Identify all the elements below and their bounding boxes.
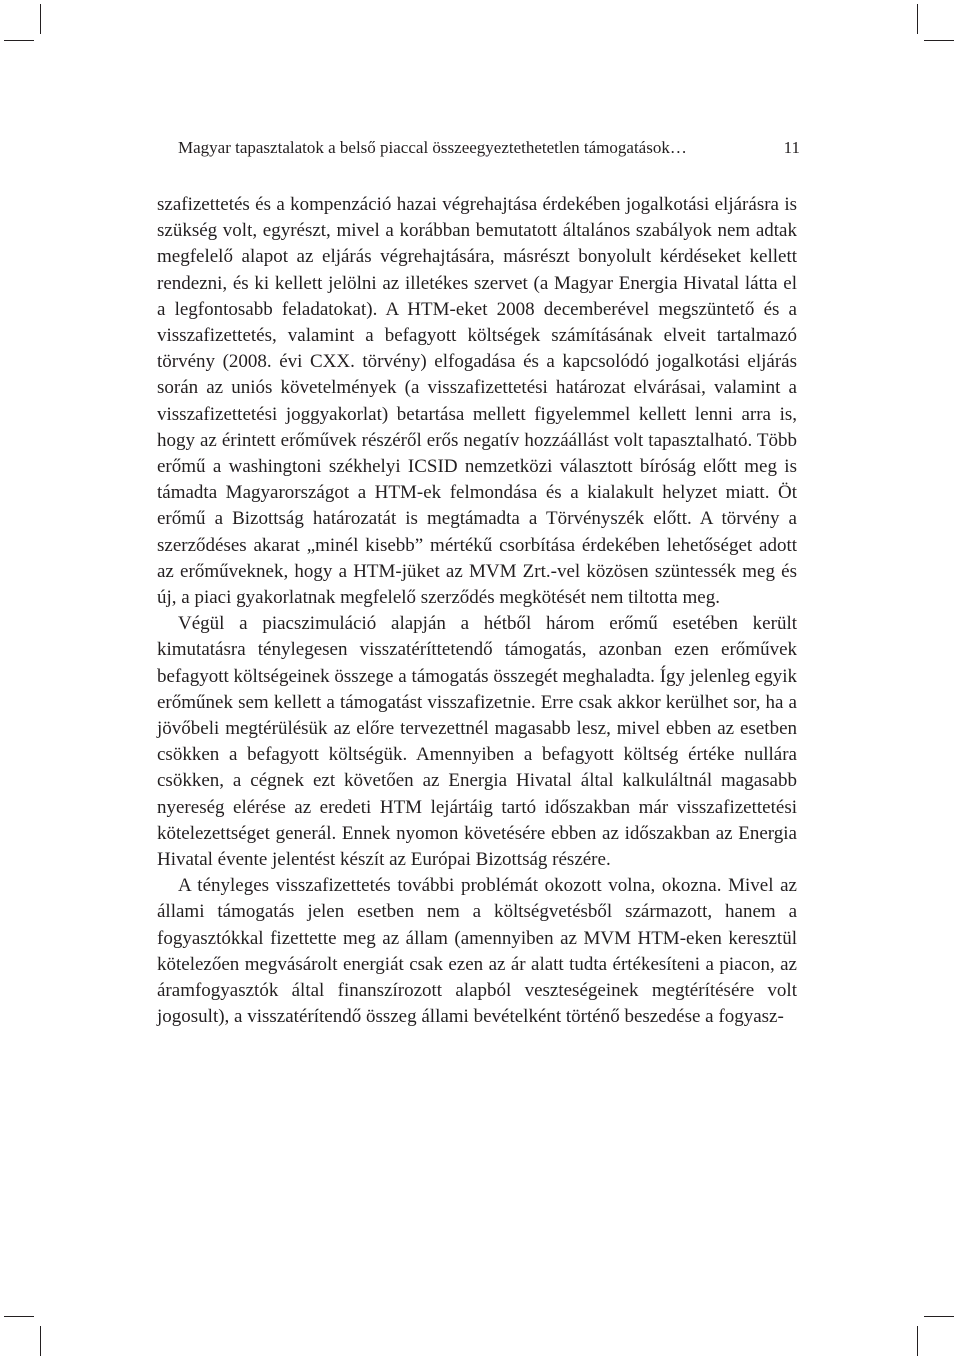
- crop-mark-bottom-right-horizontal: [924, 1316, 954, 1317]
- running-head-title: Magyar tapasztalatok a belső piaccal összeegyeztethetetlen támogatások…: [178, 138, 687, 157]
- crop-mark-top-right-horizontal: [924, 40, 954, 41]
- crop-mark-bottom-left-horizontal: [4, 1316, 34, 1317]
- crop-mark-bottom-left-vertical: [40, 1326, 41, 1356]
- crop-mark-top-left-horizontal: [4, 40, 34, 41]
- crop-mark-top-left-vertical: [40, 4, 41, 34]
- crop-mark-bottom-right-vertical: [917, 1326, 918, 1356]
- body-text: [157, 192, 797, 1031]
- paragraph-2: Végül a piacszimuláció alapján a hétből három erőmű esetében került kimutatásra ténylegesen visszatéríttetendő támogatás, azonban ezen erőművek befagyott költségeinek összege a támogatás összegét meghaladta. Így jelenleg egyik erőműnek sem kellett a támogatást visszafizetnie. Erre csak akkor kerülhet sor, ha a jövőbeli megtérülésük az előre tervezettnél magasabb lesz, mivel ebben az esetben csökken a befagyott költségük. Amennyiben a befagyott költség értéke nullára csökken, a cégnek ezt követően az Energia Hivatal által kalkuláltnál magasabb nyereség elérése az eredeti HTM lejártáig tartó időszakban már visszafizettetési kötelezettséget generál. Ennek nyomon követésére ebben az időszakban az Energia Hivatal évente jelentést készít az Európai Bizottság részére.: [157, 613, 797, 871]
- paragraph-3: A tényleges visszafizettetés további problémát okozott volna, okozna. Mivel az állami támogatás jelen esetben nem a költségvetésből származott, hanem a fogyasztókkal fizettette meg az állam (amennyiben az MVM HTM-eken keresztül kötelezően megvásárolt energiát csak ezen az ár alatt tudta értékesíteni a piacon, az áramfogyasztók által finanszírozott alapból veszteségeinek megtérítésére volt jogosult), a visszatérítendő összeg állami bevételként történő beszedése a fogyasz-: [157, 875, 797, 1028]
- page-number: 11: [783, 138, 800, 157]
- running-head: [178, 136, 800, 160]
- paragraph-1: szafizettetés és a kompenzáció hazai végrehajtása érdekében jogalkotási eljárásra is szükség volt, egyrészt, mivel a korábban bemutatott általános szabályok nem adtak megfelelő alapot az eljárás végrehajtására, másrészt bonyolult kérdéseket kellett rendezni, és ki kellett jelölni az illetékes szervet (a Magyar Energia Hivatal látta el a legfontosabb feladatokat). A HTM-eket 2008 decemberével megszüntető és a visszafizettetés, valamint a befagyott költségek számításának elveit tartalmazó törvény (2008. évi CXX. törvény) elfogadása és a kapcsolódó jogalkotási eljárás során az uniós követelmények (a visszafizettetési határozat elvárásai, valamint a visszafizettetési joggyakorlat) betartása mellett figyelemmel kellett lenni arra is, hogy az érintett erőművek részéről erős negatív hozzáállást volt tapasztalható. Több erőmű a washingtoni székhelyi ICSID nemzetközi választott bíróság előtt meg is támadta Magyarországot a HTM-ek felmondása és a kialakult helyzet miatt. Öt erőmű a Bizottság határozatát is megtámadta a Törvényszék előtt. A törvény a szerződéses akarat „minél kisebb” mértékű csorbítása érdekében lehetőséget adott az erőműveknek, hogy a HTM-jüket az MVM Zrt.-vel közösen szüntessék meg és új, a piaci gyakorlatnak megfelelő szerződés megkötését nem tiltotta meg.: [157, 194, 797, 609]
- crop-mark-top-right-vertical: [917, 4, 918, 34]
